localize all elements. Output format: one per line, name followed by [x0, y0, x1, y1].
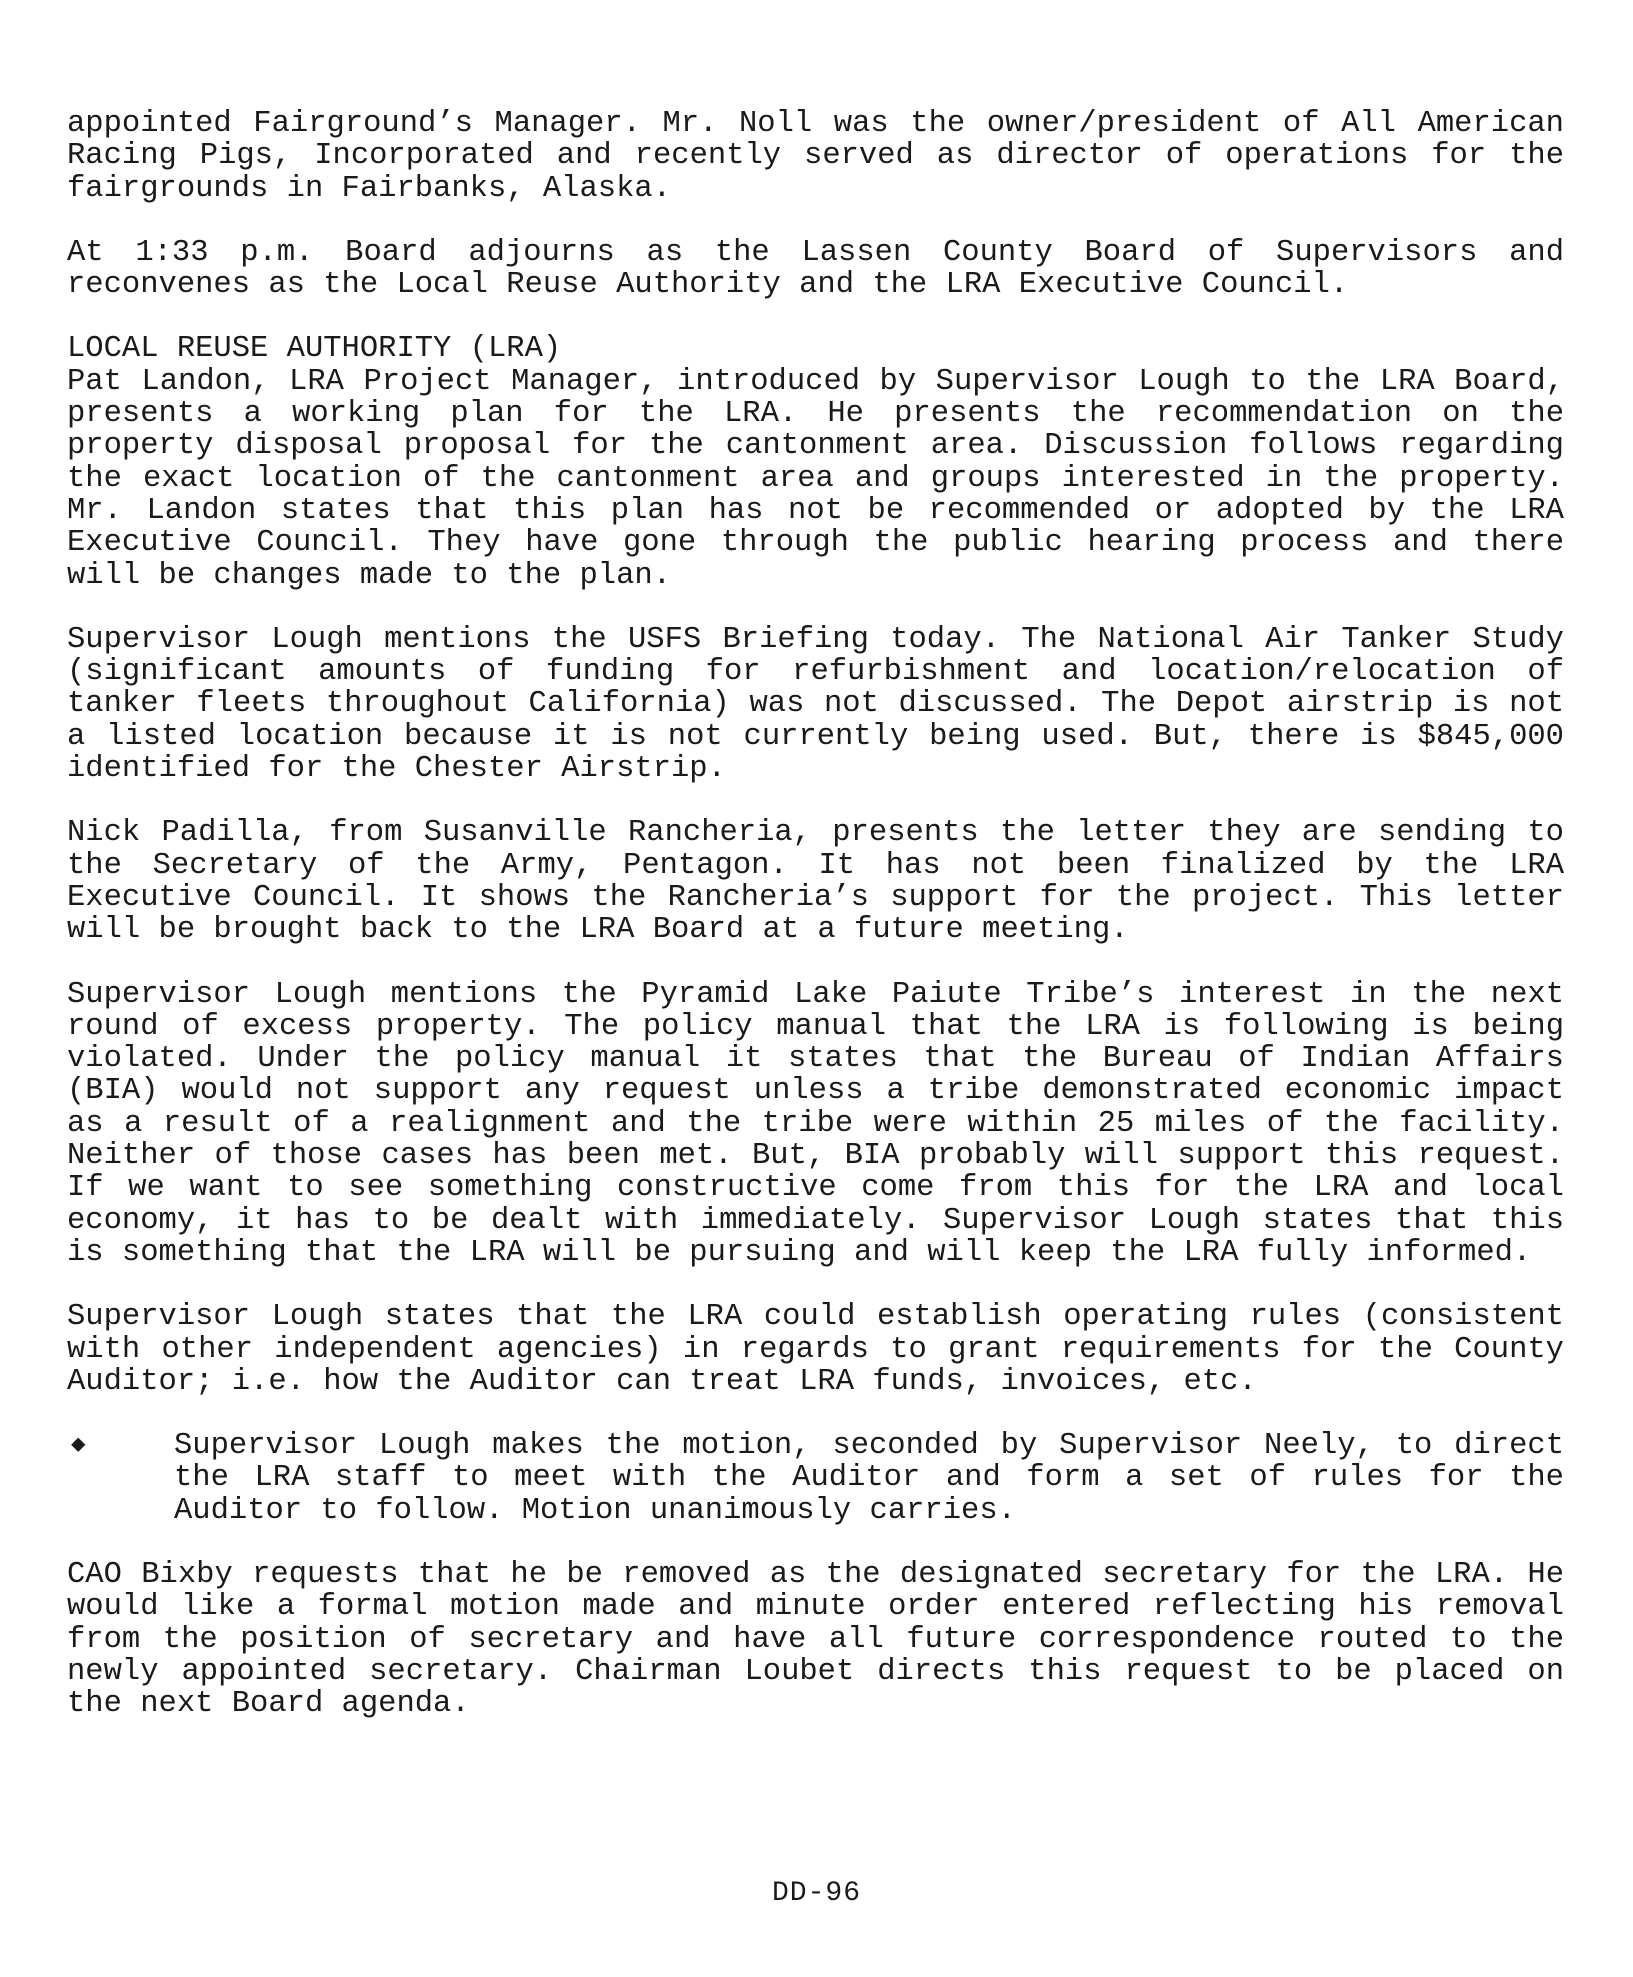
motion-text: Supervisor Lough makes the motion, seconded by Supervisor Neely, to direct the LRA staff to meet with the Auditor and form a set of rules for the Auditor to follow. Motion unanimously carries.	[174, 1429, 1564, 1528]
paragraph-usfs-briefing: Supervisor Lough mentions the USFS Briefing today. The National Air Tanker Study (significant amounts of funding for refurbishment and location/relocation of tanker fleets throughout California) was not discussed. The Depot airstrip is not a listed location because it is not currently being used. But, there is $845,000 identified for the Chester Airstrip.	[67, 622, 1564, 787]
diamond-bullet-icon: ◆	[71, 1432, 86, 1460]
paragraph-board-adjourns: At 1:33 p.m. Board adjourns as the Lassen County Board of Supervisors and reconvenes as the Local Reuse Authority and the LRA Executive Council.	[67, 235, 1564, 303]
paragraph-paiute-tribe: Supervisor Lough mentions the Pyramid Lake Paiute Tribe’s interest in the next round of excess property. The policy manual that the LRA is following is being violated. Under the policy manual it states that the Bureau of Indian Affairs (BIA) would not support any request unless a tribe demonstrated economic impact as a result of a realignment and the tribe were within 25 miles of the facility. Neither of those cases has been met. But, BIA probably will support this request. If we want to see something constructive come from this for the LRA and local economy, it has to be dealt with immediately. Supervisor Lough states that this is something that the LRA will be pursuing and will keep the LRA fully informed.	[67, 977, 1564, 1270]
section-heading-lra: LOCAL REUSE AUTHORITY (LRA)	[67, 332, 562, 367]
paragraph-fairground-manager: appointed Fairground’s Manager. Mr. Noll was the owner/president of All American Racing Pigs, Incorporated and recently served as director of operations for the fairgrounds in Fairbanks, Alaska.	[67, 107, 1564, 206]
paragraph-padilla-letter: Nick Padilla, from Susanville Rancheria, presents the letter they are sending to the Secretary of the Army, Pentagon. It has not been finalized by the LRA Executive Council. It shows the Rancheria’s support for the project. This letter will be brought back to the LRA Board at a future meeting.	[67, 816, 1564, 948]
paragraph-cao-bixby: CAO Bixby requests that he be removed as the designated secretary for the LRA. He would like a formal motion made and minute order entered reflecting his removal from the position of secretary and have all future correspondence routed to the newly appointed secretary. Chairman Loubet directs this request to be placed on the next Board agenda.	[67, 1557, 1564, 1722]
motion-item	[67, 1430, 1564, 1527]
document-body	[67, 108, 1564, 1720]
page-number: DD-96	[771, 1878, 861, 1909]
paragraph-operating-rules: Supervisor Lough states that the LRA could establish operating rules (consistent with other independent agencies) in regards to grant requirements for the County Auditor; i.e. how the Auditor can treat LRA funds, invoices, etc.	[67, 1300, 1564, 1399]
paragraph-landon-plan: Pat Landon, LRA Project Manager, introduced by Supervisor Lough to the LRA Board, presents a working plan for the LRA. He presents the recommendation on the property disposal proposal for the cantonment area. Discussion follows regarding the exact location of the cantonment area and groups interested in the property. Mr. Landon states that this plan has not be recommended or adopted by the LRA Executive Council. They have gone through the public hearing process and there will be changes made to the plan.	[67, 364, 1564, 593]
